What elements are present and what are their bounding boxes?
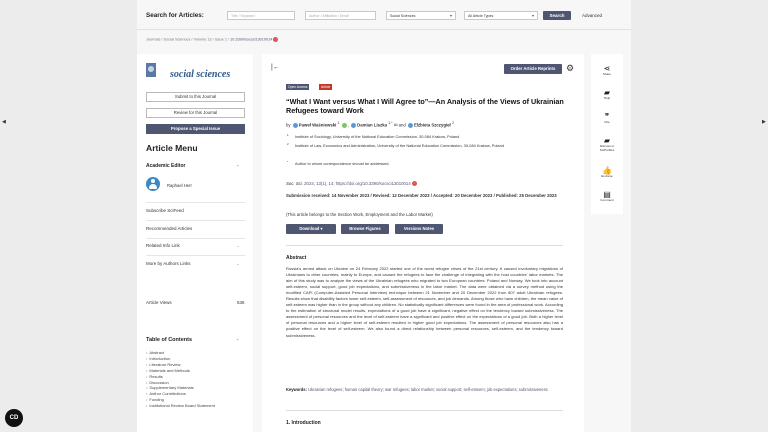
breadcrumb-separator: / (161, 37, 164, 42)
introduction-heading: 1. Introduction (286, 420, 321, 426)
search-label: Search for Articles: (146, 12, 204, 19)
journal-name[interactable]: social sciences (170, 69, 231, 80)
collapse-sidebar-icon[interactable]: |← (271, 64, 280, 71)
toc-item[interactable]: • Institutional Review Board Statement (146, 403, 215, 409)
discuss-tool[interactable] (594, 136, 620, 153)
review-for-journal-button[interactable]: Review for this Journal (146, 108, 245, 118)
versions-notes-button[interactable]: Versions Notes (395, 224, 443, 234)
author-profile-icon[interactable] (408, 123, 413, 128)
keywords (286, 387, 563, 393)
citation-doi[interactable]: 2024, 13(1), 14; https://doi.org/10.3390/socsci13010014 (304, 181, 411, 186)
left-arrow-icon[interactable]: ◀ (2, 119, 6, 125)
affiliation-text: Institute of Law, Economics and Administration, University of the National Education Commission, 30-084 Krakow, Poland (295, 143, 504, 148)
related-info-link[interactable]: Related Info Link (146, 243, 180, 248)
authors-prefix: by (286, 122, 291, 128)
orcid-icon[interactable] (342, 123, 347, 128)
tool-label: Share (602, 72, 612, 76)
toc-item[interactable]: • Abstract (146, 350, 215, 356)
authors-and: and (398, 122, 406, 128)
affiliation-number: * (287, 160, 289, 164)
citation-journal: Soc. Sci. (286, 181, 303, 186)
breadcrumb-separator: / (212, 37, 215, 42)
chevron-up-icon[interactable]: ⌃ (236, 338, 240, 343)
author-profile-icon[interactable] (293, 123, 298, 128)
author-name[interactable]: Damian Liszka (357, 122, 387, 128)
author-name[interactable]: Elżbieta Szczygieł (413, 122, 451, 128)
breadcrumb-volume[interactable]: Volume 13 (193, 37, 212, 42)
subscribe-scifeed-link[interactable]: Subscribe SciFeed (146, 208, 184, 213)
author-affiliation-mark: 1,* (388, 121, 393, 125)
abstract-heading: Abstract (286, 255, 307, 261)
abstract-text: Russia’s armed attack on Ukraine on 24 February 2022 started one of the worst refugee crises of the 21st century. It caused involuntary migrations of Ukrainians to other countries, mainly to Europe, and caused the refugees to face the challenge of integrating with the host countries’ labor markets. The aim of this study was to analyze the views of the Ukrainian refugees who migrated to two European countries: Poland and Norway. We took into account self-esteem, social support, good job expectations, and submissiveness in the labor market. The data were obtained via a survey method using the modified CAPI (Computer-Assisted Personal Interview) technique between 21 November and 20 December 2022 from 807 adult Ukrainian refugees. Results show that disability factors lower self-esteem, self-assessment of resources, and job demands. Among those who have children, the mean value of self-esteem was higher than in the group without any children. No statistically significant differences were found in the area of professional work. According to the estimation of structural model results, expectations of a good job have a significant, negative effect on the tendency toward submissiveness. The assessment of personal resources and the level of self-esteem have a significant and positive effect on the expectations of a good job. Both a higher level of personal resources and a higher level of self-esteem resulted in higher good job expectations. The assessment of personal resources also has a positive effect on the level of self-esteem. We also found a direct relationship between personal resources, self-esteem, and the tendency toward submissiveness. (286, 266, 563, 338)
discuss-icon: ▰ (603, 136, 611, 145)
divider (286, 410, 563, 411)
recommended-articles-link[interactable]: Recommended Articles (146, 226, 193, 231)
share-tool[interactable] (594, 64, 620, 77)
affiliation (287, 134, 562, 140)
chevron-down-icon: ▾ (449, 13, 452, 18)
affiliation (287, 161, 562, 167)
toc-item[interactable]: • Author Contributions (146, 391, 215, 397)
cite-icon: ❞ (604, 112, 610, 121)
toc-item[interactable]: • Results (146, 374, 215, 380)
breadcrumb-journals[interactable]: Journals (146, 37, 161, 42)
title-keyword-input[interactable]: Title / Keyword (227, 11, 295, 20)
article-type-select-value: All Article Types (468, 14, 494, 18)
advanced-search-link[interactable]: Advanced (582, 13, 603, 18)
propose-special-issue-button[interactable]: Propose a Special Issue (146, 124, 245, 134)
open-access-icon: ◔ (413, 181, 416, 186)
author-list: by Paweł Waśniewski $^1$ , Damian Liszka $^{1,*}$ ✉ and Elżbieta Szczygieł $^2$ (286, 121, 454, 128)
toc-item[interactable]: • Materials and Methods (146, 368, 215, 374)
divider (146, 255, 245, 256)
breadcrumb-separator: / (191, 37, 194, 42)
breadcrumb-journal[interactable]: Social Sciences (163, 37, 191, 42)
divider (146, 220, 245, 221)
article-type-select[interactable] (464, 11, 538, 20)
article-title: “What I Want versus What I Will Agree to”—An Analysis of the Views of Ukrainian Refugees toward Work (286, 97, 564, 115)
section-note[interactable]: (This article belongs to the Section Work, Employment and the Labor Market) (286, 212, 433, 217)
cite-tool[interactable] (594, 112, 620, 125)
journal-select-value: Social Sciences (390, 14, 416, 18)
toc-item[interactable]: • Discussion (146, 380, 215, 386)
tool-label: Help (603, 96, 611, 100)
help-icon: ▰ (603, 88, 611, 97)
breadcrumb (146, 37, 278, 42)
affiliation-number: 2 (287, 142, 289, 146)
affiliation-number: 1 (287, 133, 289, 137)
journal-select[interactable] (386, 11, 456, 20)
download-button[interactable] (286, 224, 336, 234)
affiliation-text: Institute of Sociology, University of the National Education Commission, 30-084 Krakow, Poland (295, 134, 460, 139)
breadcrumb-separator: / (228, 37, 231, 42)
journal-logo-icon (146, 63, 156, 77)
author-affiliation-mark: 1 (337, 121, 340, 125)
more-by-authors-link[interactable]: More by Authors Links (146, 261, 191, 266)
open-access-icon: ◔ (275, 37, 277, 41)
affiliation (287, 143, 562, 149)
toc-item[interactable]: • Introduction (146, 356, 215, 362)
comment-icon: ▤ (603, 190, 611, 199)
endorse-icon: 👍 (602, 166, 612, 175)
author-name[interactable]: Paweł Waśniewski (298, 122, 337, 128)
table-of-contents (146, 350, 215, 409)
academic-editor-label: Academic Editor (146, 163, 186, 169)
open-access-badge: Open Access (288, 85, 308, 89)
breadcrumb-issue[interactable]: Issue 1 (214, 37, 227, 42)
divider (146, 202, 245, 203)
submit-to-journal-button[interactable]: Submit to this Journal (146, 92, 245, 102)
endorse-tool[interactable] (594, 166, 620, 179)
chevron-down-icon: ▾ (531, 13, 534, 18)
search-button[interactable]: Search (543, 11, 571, 20)
toc-item[interactable]: • Supplementary Materials (146, 385, 215, 391)
article-views-label: Article Views (146, 300, 172, 305)
order-reprints-button[interactable]: Order Article Reprints (504, 64, 562, 74)
tool-label: Endorse (601, 174, 613, 178)
author-affiliation-mark: 2 (451, 121, 454, 125)
divider (146, 238, 245, 239)
right-arrow-icon[interactable]: ▶ (762, 119, 766, 125)
download-label: Download (299, 226, 320, 231)
share-icon: ⋖ (603, 64, 611, 73)
tool-label: Cite (604, 120, 610, 124)
email-icon[interactable]: ✉ (393, 122, 398, 128)
gear-icon[interactable]: ⚙ (566, 63, 575, 73)
chevron-down-icon[interactable]: ⌄ (236, 243, 240, 248)
article-type-badge: Article (321, 85, 331, 89)
chevron-up-icon[interactable]: ⌃ (236, 164, 240, 169)
breadcrumb-doi[interactable]: 10.3390/socsci13010014 (230, 37, 273, 42)
toc-item[interactable]: • Funding (146, 397, 215, 403)
author-profile-icon[interactable] (351, 123, 356, 128)
editor-name[interactable]: Raphael Herr (167, 183, 192, 188)
help-tool[interactable] (594, 88, 620, 101)
tool-label: Comment (600, 198, 614, 202)
chevron-down-icon[interactable]: ⌄ (236, 261, 240, 266)
publication-dates: Submission received: 14 November 2023 / Revised: 12 December 2023 / Accepted: 20 December 2023 / Published: 25 December 2023 (286, 193, 557, 198)
browse-figures-button[interactable]: Browse Figures (341, 224, 389, 234)
divider (286, 245, 563, 246)
toc-item[interactable]: • Literature Review (146, 362, 215, 368)
affiliation-text: Author to whom correspondence should be addressed. (295, 161, 390, 166)
floating-action-button[interactable]: CD (5, 409, 23, 427)
tool-label: Discuss in SciProfiles (599, 144, 615, 152)
article-menu-title: Article Menu (146, 143, 198, 153)
table-of-contents-title: Table of Contents (146, 337, 193, 343)
comment-tool[interactable] (594, 190, 620, 203)
citation-line (286, 181, 417, 186)
editor-avatar-icon (146, 177, 160, 191)
article-views-count: 536 (237, 300, 245, 305)
chevron-down-icon: ▾ (320, 226, 323, 231)
keywords-label: Keywords: (286, 387, 307, 392)
author-affiliation-input[interactable]: Author / Affiliation / Email (305, 11, 376, 20)
keywords-list[interactable]: Ukrainian refugees; human capital theory; war refugees; labor market; social support; self-esteem; job expectations; submissiveness (308, 387, 548, 392)
